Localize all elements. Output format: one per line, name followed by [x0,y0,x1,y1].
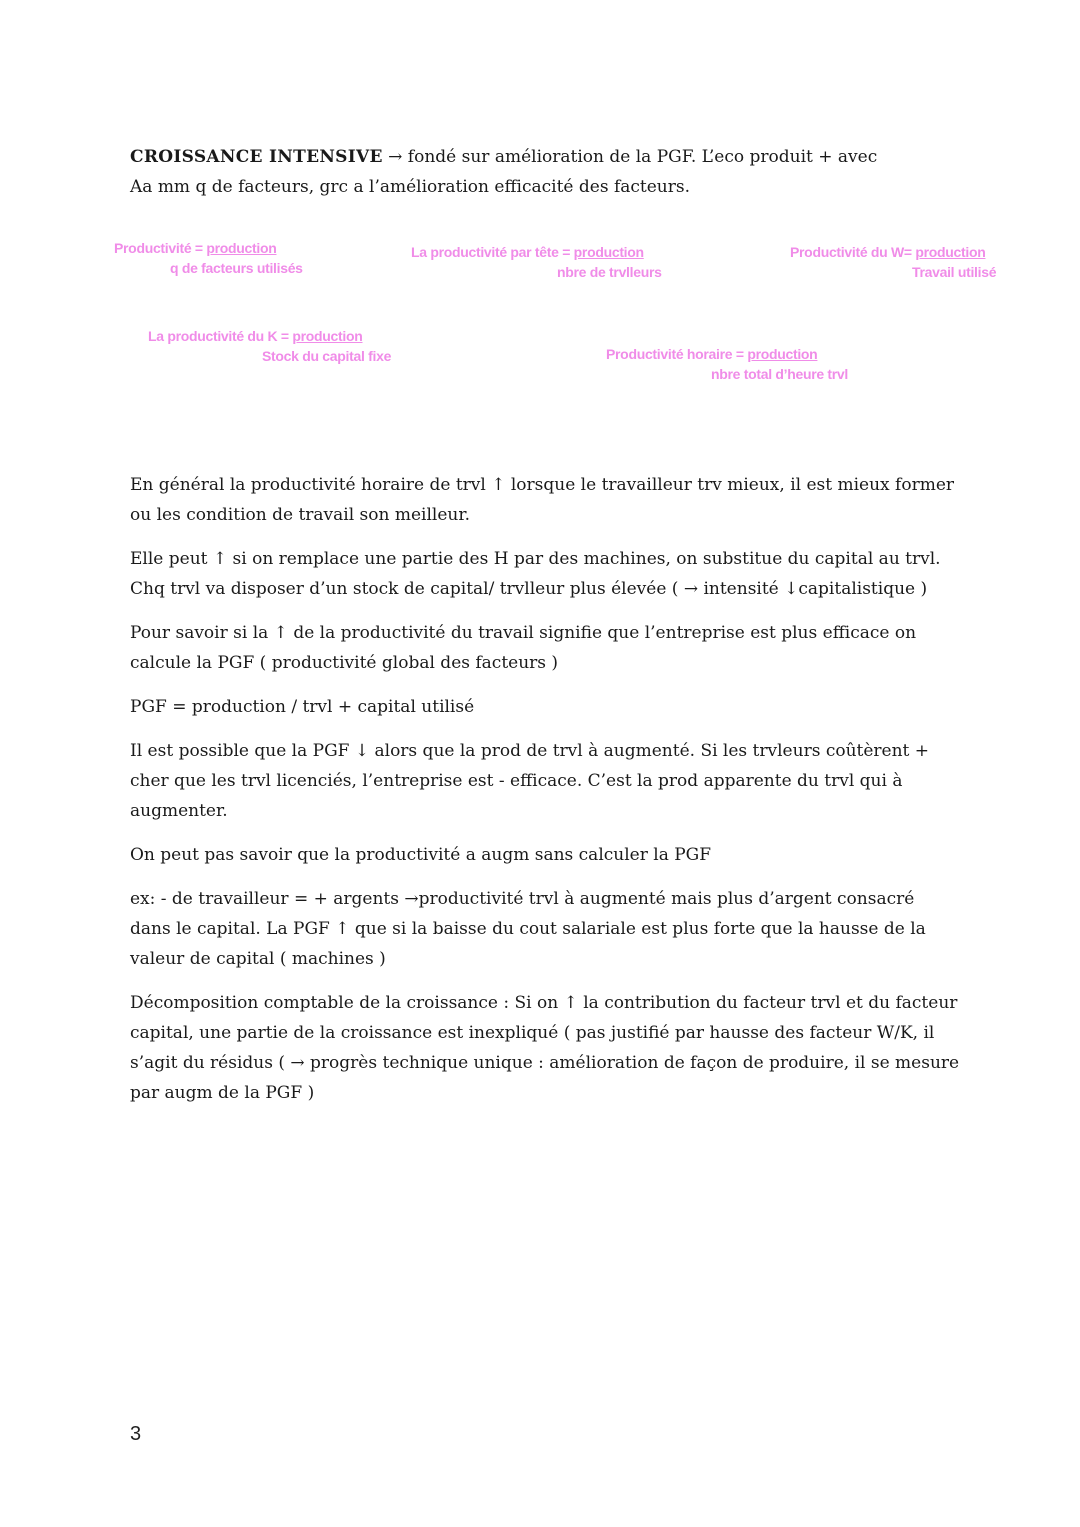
section-title: CROISSANCE INTENSIVE [130,147,383,167]
formula-label: Productivité = [114,240,207,256]
paragraph: PGF = production / trvl + capital utilisé [130,697,475,717]
page-number: 3 [130,1423,142,1445]
formula-productivite-par-tete [411,242,662,282]
formula-numerator: production [915,244,986,260]
paragraph: En général la productivité horaire de trvl ↑ lorsque le travailleur trv mieux, il est mieux former ou les condition de travail son meilleur. [130,475,955,525]
formula-productivite-travail [790,242,996,282]
paragraph: Pour savoir si la ↑ de la productivité du travail signifie que l’entreprise est plus efficace on calcule la PGF ( productivité global des facteurs ) [130,623,917,673]
formula-numerator: production [573,244,644,260]
formula-label: La productivité par tête = [411,244,574,260]
formula-denominator: nbre de trvlleurs [557,264,662,280]
formula-denominator: nbre total d’heure trvl [711,366,849,382]
formula-productivite [114,238,303,278]
intro-line2: Aa mm q de facteurs, grc a l’amélioration efficacité des facteurs. [130,177,690,197]
formula-denominator: Travail utilisé [912,264,997,280]
paragraph: Elle peut ↑ si on remplace une partie des H par des machines, on substitue du capital au trvl. Chq trvl va disposer d’un stock de capital/ trvlleur plus élevée ( → intensité ↓capitalistique ) [130,549,941,599]
intro-paragraph [130,142,970,202]
formula-numerator: production [292,328,363,344]
formula-denominator: Stock du capital fixe [262,348,392,364]
formula-label: Productivité du W= [790,244,916,260]
intro-line1: → fondé sur amélioration de la PGF. L’eco produit + avec [382,147,878,167]
paragraph: ex: - de travailleur = + argents →productivité trvl à augmenté mais plus d’argent consacré dans le capital. La PGF ↑ que si la baisse du cout salariale est plus forte que la hausse de la valeur de capital ( machines ) [130,889,926,969]
formula-denominator: q de facteurs utilisés [170,260,303,276]
formula-label: Productivité horaire = [606,346,748,362]
formula-numerator: production [747,346,818,362]
body-text [130,470,960,1122]
formula-label: La productivité du K = [148,328,293,344]
paragraph: Il est possible que la PGF ↓ alors que la prod de trvl à augmenté. Si les trvleurs coûtèrent + cher que les trvl licenciés, l’entreprise est - efficace. C’est la prod apparente du trvl qui à augmenter. [130,741,930,821]
formula-productivite-horaire [606,344,848,384]
formula-numerator: production [206,240,277,256]
paragraph: On peut pas savoir que la productivité a augm sans calculer la PGF [130,845,712,865]
formula-productivite-capital [148,326,391,366]
paragraph: Décomposition comptable de la croissance : Si on ↑ la contribution du facteur trvl et du facteur capital, une partie de la croissance est inexpliqué ( pas justifié par hausse des facteur W/K, il s’agit du résidus ( → progrès technique unique : amélioration de façon de produire, il se mesure par augm de la PGF ) [130,993,960,1103]
